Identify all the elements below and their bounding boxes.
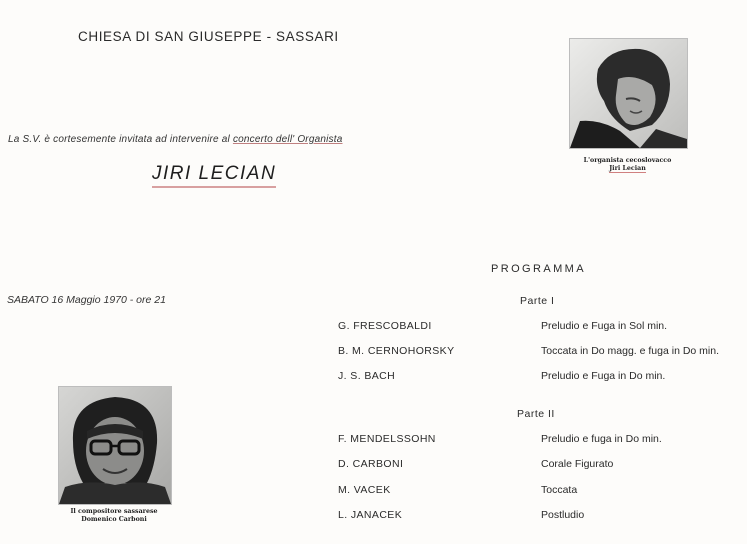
part-2-label: Parte II xyxy=(517,408,555,420)
work-1: Preludio e Fuga in Sol min. xyxy=(541,320,668,332)
composer-4: F. MENDELSSOHN xyxy=(338,433,436,445)
organist-caption-line1: L'organista cecoslovacco xyxy=(583,157,672,164)
organist-portrait-icon xyxy=(570,39,687,148)
organist-caption-line2: Jiri Lecian xyxy=(609,164,646,172)
work-4: Preludio e fuga in Do min. xyxy=(541,433,662,445)
invitation-concert: concerto dell' Organista xyxy=(232,134,343,145)
event-date: SABATO 16 Maggio 1970 - ore 21 xyxy=(7,294,166,306)
composer-1: G. FRESCOBALDI xyxy=(338,320,432,332)
work-2: Toccata in Do magg. e fuga in Do min. xyxy=(541,345,720,357)
work-3: Preludio e Fuga in Do min. xyxy=(541,370,666,382)
composer-5: D. CARBONI xyxy=(338,458,404,470)
church-title: CHIESA DI SAN GIUSEPPE - SASSARI xyxy=(78,29,339,44)
part-1-label: Parte I xyxy=(520,295,555,307)
work-6: Toccata xyxy=(541,484,578,496)
program-title: PROGRAMMA xyxy=(491,263,586,275)
invitation-text xyxy=(8,134,342,145)
organist-photo xyxy=(569,38,688,149)
composer-7: L. JANACEK xyxy=(338,509,403,521)
work-5: Corale Figurato xyxy=(541,458,614,470)
organist-caption xyxy=(569,157,686,172)
composer-portrait-icon xyxy=(59,387,171,504)
composer-caption-line1: Il compositore sassarese xyxy=(70,508,158,515)
composer-caption xyxy=(52,508,176,523)
artist-name: JIRI LECIAN xyxy=(152,163,276,188)
composer-6: M. VACEK xyxy=(338,484,391,496)
composer-caption-line2: Domenico Carboni xyxy=(81,515,147,523)
composer-2: B. M. CERNOHORSKY xyxy=(338,345,455,357)
composer-photo xyxy=(58,386,172,505)
invitation-prefix: La S.V. è cortesemente invitata ad intervenire al xyxy=(8,134,233,145)
work-7: Postludio xyxy=(541,509,585,521)
composer-3: J. S. BACH xyxy=(338,370,396,382)
